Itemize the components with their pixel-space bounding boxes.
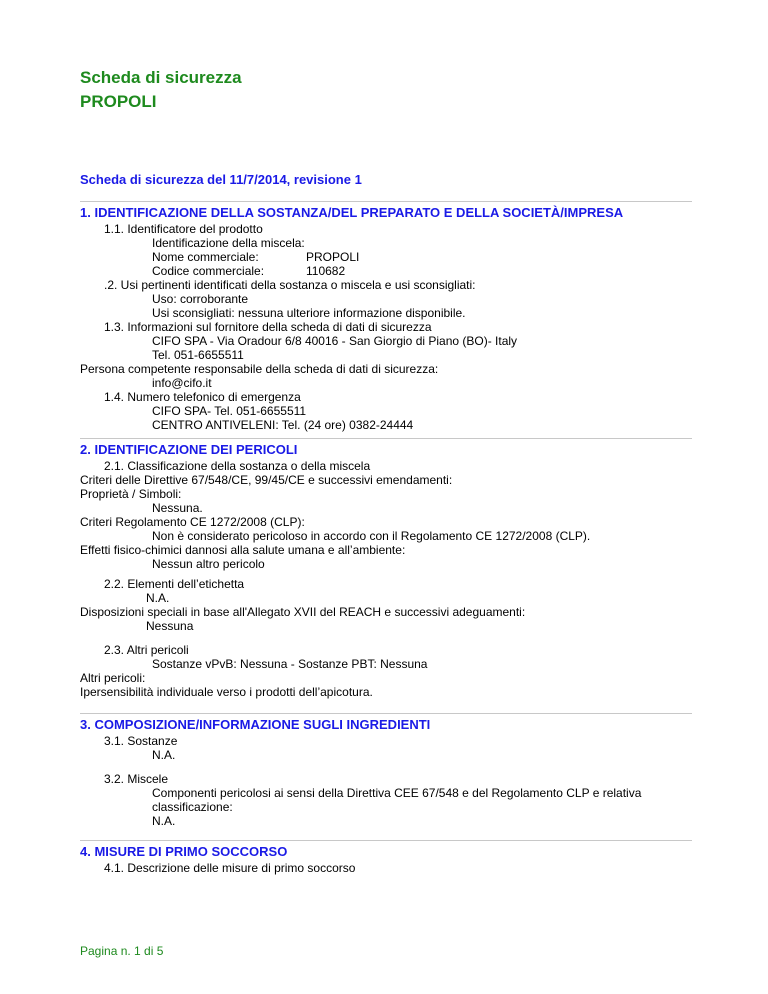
section-divider xyxy=(80,713,692,714)
section-divider xyxy=(80,201,692,202)
field-label: Codice commerciale: xyxy=(152,264,265,278)
text-line: Proprietà / Simboli: xyxy=(80,487,182,501)
text-line: CIFO SPA - Via Oradour 6/8 40016 - San Giorgio di Piano (BO)- Italy xyxy=(152,334,518,348)
section-4-heading: 4. MISURE DI PRIMO SOCCORSO xyxy=(80,844,288,859)
text-line: Sostanze vPvB: Nessuna - Sostanze PBT: Nessuna xyxy=(152,657,428,671)
text-line: 2.3. Altri pericoli xyxy=(104,643,189,657)
text-line: Identificazione della miscela: xyxy=(152,236,305,250)
text-line: 2.2. Elementi dell’etichetta xyxy=(104,577,245,591)
text-line: Persona competente responsabile della scheda di dati di sicurezza: xyxy=(80,362,439,376)
text-line: N.A. xyxy=(152,814,176,828)
field-value: PROPOLI xyxy=(306,250,360,264)
text-line: Effetti fisico-chimici dannosi alla salute umana e all’ambiente: xyxy=(80,543,406,557)
text-line: 1.3. Informazioni sul fornitore della scheda di dati di sicurezza xyxy=(104,320,432,334)
text-line: classificazione: xyxy=(152,800,233,814)
text-line: .2. Usi pertinenti identificati della sostanza o miscela e usi sconsigliati: xyxy=(104,278,476,292)
text-line: 3.1. Sostanze xyxy=(104,734,178,748)
text-line: 1.1. Identificatore del prodotto xyxy=(104,222,263,236)
text-line: CIFO SPA- Tel. 051-6655511 xyxy=(152,404,307,418)
text-line: Ipersensibilità individuale verso i prodotti dell’apicotura. xyxy=(80,685,373,699)
text-line: 2.1. Classificazione della sostanza o della miscela xyxy=(104,459,371,473)
text-line: 1.4. Numero telefonico di emergenza xyxy=(104,390,301,404)
text-line: Non è considerato pericoloso in accordo con il Regolamento CE 1272/2008 (CLP). xyxy=(152,529,591,543)
email-text: info@cifo.it xyxy=(152,376,212,390)
text-line: Altri pericoli: xyxy=(80,671,146,685)
text-line: 3.2. Miscele xyxy=(104,772,169,786)
text-line: Criteri Regolamento CE 1272/2008 (CLP): xyxy=(80,515,305,529)
text-line: Componenti pericolosi ai sensi della Direttiva CEE 67/548 e del Regolamento CLP e relativa xyxy=(152,786,642,800)
text-line: N.A. xyxy=(146,591,170,605)
field-label: Nome commerciale: xyxy=(152,250,259,264)
text-line: Tel. 051-6655511 xyxy=(152,348,244,362)
text-line: Nessuna. xyxy=(152,501,203,515)
text-line: CENTRO ANTIVELENI: Tel. (24 ore) 0382-24444 xyxy=(152,418,414,432)
section-1-heading: 1. IDENTIFICAZIONE DELLA SOSTANZA/DEL PREPARATO E DELLA SOCIETÀ/IMPRESA xyxy=(80,205,624,220)
text-line: Criteri delle Direttive 67/548/CE, 99/45/CE e successivi emendamenti: xyxy=(80,473,453,487)
section-divider xyxy=(80,438,692,439)
field-value: 110682 xyxy=(306,264,346,278)
text-line: Uso: corroborante xyxy=(152,292,249,306)
section-divider xyxy=(80,840,692,841)
text-line: Disposizioni speciali in base all'Allegato XVII del REACH e successivi adeguamenti: xyxy=(80,605,526,619)
section-2-heading: 2. IDENTIFICAZIONE DEI PERICOLI xyxy=(80,442,298,457)
revision-subtitle: Scheda di sicurezza del 11/7/2014, revisione 1 xyxy=(80,172,362,187)
product-name-title: PROPOLI xyxy=(80,92,157,111)
text-line: Usi sconsigliati: nessuna ulteriore informazione disponibile. xyxy=(152,306,466,320)
text-line: 4.1. Descrizione delle misure di primo soccorso xyxy=(104,861,356,875)
text-line: Nessuna xyxy=(146,619,194,633)
page-number: Pagina n. 1 di 5 xyxy=(80,944,164,958)
document-title: Scheda di sicurezza xyxy=(80,68,242,87)
section-3-heading: 3. COMPOSIZIONE/INFORMAZIONE SUGLI INGREDIENTI xyxy=(80,717,431,732)
text-line: Nessun altro pericolo xyxy=(152,557,265,571)
text-line: N.A. xyxy=(152,748,176,762)
